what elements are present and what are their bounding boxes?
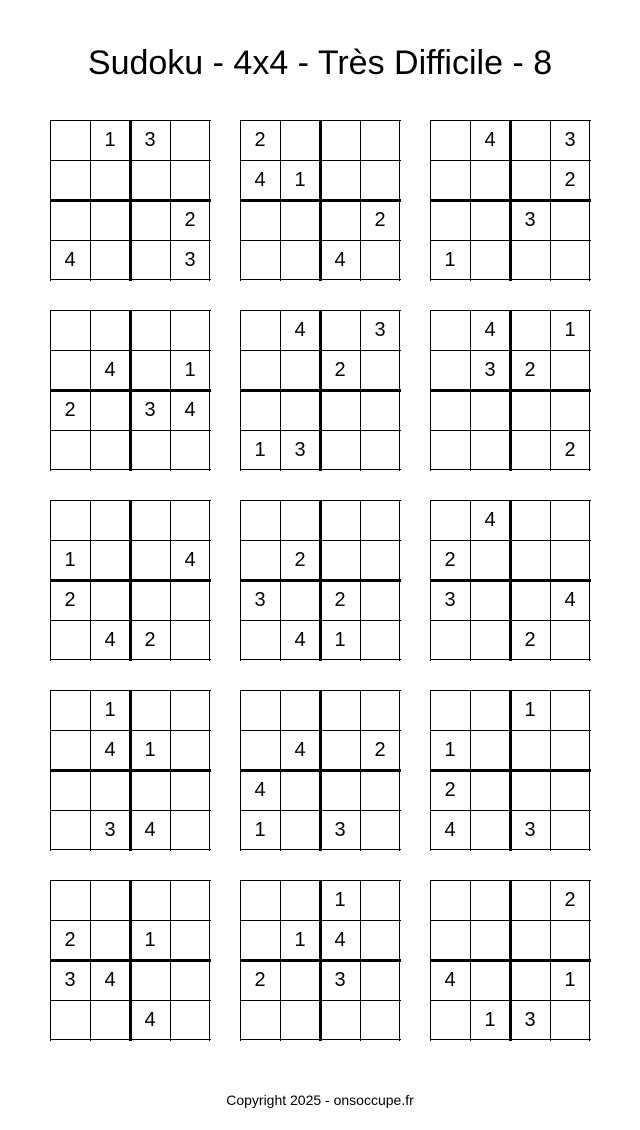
empty-cell xyxy=(470,580,510,620)
copyright-footer: Copyright 2025 - onsoccupe.fr xyxy=(226,1092,414,1108)
empty-cell xyxy=(320,770,360,810)
empty-cell xyxy=(510,310,550,350)
empty-cell xyxy=(50,350,90,390)
given-digit-cell: 3 xyxy=(334,819,346,841)
empty-cell xyxy=(550,240,590,280)
empty-cell xyxy=(430,880,470,920)
empty-cell xyxy=(360,430,400,470)
empty-cell xyxy=(470,810,510,850)
empty-cell xyxy=(470,390,510,430)
empty-cell xyxy=(170,810,210,850)
given-digit-cell: 4 xyxy=(184,399,196,421)
sudoku-grid xyxy=(430,500,590,660)
empty-cell xyxy=(320,120,360,160)
empty-cell xyxy=(470,730,510,770)
given-digit-cell: 3 xyxy=(294,439,306,461)
empty-cell xyxy=(90,540,130,580)
given-digit-cell: 2 xyxy=(64,399,76,421)
given-digit-cell: 1 xyxy=(444,739,456,761)
empty-cell xyxy=(360,690,400,730)
empty-cell xyxy=(510,160,550,200)
sudoku-grid xyxy=(240,120,400,280)
empty-cell xyxy=(280,1000,320,1040)
empty-cell xyxy=(470,920,510,960)
empty-cell xyxy=(130,310,170,350)
empty-cell xyxy=(430,390,470,430)
empty-cell xyxy=(240,730,280,770)
given-digit-cell: 1 xyxy=(294,169,306,191)
given-digit-cell: 2 xyxy=(444,779,456,801)
given-digit-cell: 2 xyxy=(564,169,576,191)
given-digit-cell: 3 xyxy=(524,209,536,231)
empty-cell xyxy=(240,920,280,960)
given-digit-cell: 2 xyxy=(564,439,576,461)
empty-cell xyxy=(510,390,550,430)
given-digit-cell: 3 xyxy=(184,249,196,271)
given-digit-cell: 1 xyxy=(184,359,196,381)
empty-cell xyxy=(510,540,550,580)
empty-cell xyxy=(550,690,590,730)
empty-cell xyxy=(240,350,280,390)
given-digit-cell: 1 xyxy=(294,929,306,951)
empty-cell xyxy=(510,500,550,540)
sudoku-grid xyxy=(50,880,210,1040)
empty-cell xyxy=(320,540,360,580)
empty-cell xyxy=(280,810,320,850)
given-digit-cell: 4 xyxy=(64,249,76,271)
given-digit-cell: 1 xyxy=(104,699,116,721)
empty-cell xyxy=(50,730,90,770)
empty-cell xyxy=(320,730,360,770)
empty-cell xyxy=(90,880,130,920)
empty-cell xyxy=(470,540,510,580)
given-digit-cell: 4 xyxy=(104,969,116,991)
sudoku-grid xyxy=(430,310,590,470)
given-digit-cell: 4 xyxy=(104,359,116,381)
empty-cell xyxy=(430,160,470,200)
empty-cell xyxy=(170,690,210,730)
empty-cell xyxy=(360,390,400,430)
empty-cell xyxy=(550,540,590,580)
empty-cell xyxy=(170,880,210,920)
empty-cell xyxy=(280,770,320,810)
empty-cell xyxy=(130,240,170,280)
given-digit-cell: 4 xyxy=(334,929,346,951)
empty-cell xyxy=(170,160,210,200)
given-digit-cell: 4 xyxy=(484,509,496,531)
given-digit-cell: 3 xyxy=(254,589,266,611)
empty-cell xyxy=(470,690,510,730)
given-digit-cell: 1 xyxy=(254,819,266,841)
empty-cell xyxy=(130,880,170,920)
empty-cell xyxy=(550,770,590,810)
empty-cell xyxy=(50,430,90,470)
given-digit-cell: 4 xyxy=(294,319,306,341)
empty-cell xyxy=(550,810,590,850)
empty-cell xyxy=(240,500,280,540)
given-digit-cell: 4 xyxy=(444,819,456,841)
empty-cell xyxy=(50,310,90,350)
given-digit-cell: 1 xyxy=(484,1009,496,1031)
empty-cell xyxy=(360,540,400,580)
empty-cell xyxy=(360,810,400,850)
empty-cell xyxy=(430,500,470,540)
given-digit-cell: 3 xyxy=(444,589,456,611)
empty-cell xyxy=(320,310,360,350)
empty-cell xyxy=(240,240,280,280)
empty-cell xyxy=(430,1000,470,1040)
empty-cell xyxy=(90,200,130,240)
empty-cell xyxy=(320,390,360,430)
empty-cell xyxy=(360,240,400,280)
given-digit-cell: 4 xyxy=(484,319,496,341)
empty-cell xyxy=(90,390,130,430)
empty-cell xyxy=(170,730,210,770)
given-digit-cell: 2 xyxy=(254,129,266,151)
sudoku-grid xyxy=(430,690,590,850)
empty-cell xyxy=(50,200,90,240)
empty-cell xyxy=(510,240,550,280)
empty-cell xyxy=(50,690,90,730)
given-digit-cell: 4 xyxy=(144,1009,156,1031)
given-digit-cell: 4 xyxy=(104,629,116,651)
given-digit-cell: 2 xyxy=(64,589,76,611)
empty-cell xyxy=(280,350,320,390)
sudoku-grid xyxy=(50,500,210,660)
given-digit-cell: 3 xyxy=(564,129,576,151)
empty-cell xyxy=(170,310,210,350)
given-digit-cell: 3 xyxy=(524,1009,536,1031)
empty-cell xyxy=(90,920,130,960)
given-digit-cell: 4 xyxy=(294,629,306,651)
given-digit-cell: 4 xyxy=(294,739,306,761)
given-digit-cell: 2 xyxy=(184,209,196,231)
empty-cell xyxy=(470,880,510,920)
empty-cell xyxy=(130,690,170,730)
empty-cell xyxy=(430,350,470,390)
given-digit-cell: 3 xyxy=(484,359,496,381)
empty-cell xyxy=(170,1000,210,1040)
empty-cell xyxy=(170,620,210,660)
empty-cell xyxy=(470,770,510,810)
empty-cell xyxy=(130,430,170,470)
given-digit-cell: 3 xyxy=(104,819,116,841)
sudoku-grid xyxy=(50,310,210,470)
empty-cell xyxy=(360,620,400,660)
empty-cell xyxy=(360,350,400,390)
sudoku-grid xyxy=(50,120,210,280)
given-digit-cell: 2 xyxy=(524,359,536,381)
given-digit-cell: 1 xyxy=(144,739,156,761)
empty-cell xyxy=(130,160,170,200)
empty-cell xyxy=(430,620,470,660)
empty-cell xyxy=(320,200,360,240)
given-digit-cell: 2 xyxy=(334,359,346,381)
given-digit-cell: 2 xyxy=(334,589,346,611)
empty-cell xyxy=(50,120,90,160)
given-digit-cell: 3 xyxy=(144,129,156,151)
empty-cell xyxy=(360,960,400,1000)
empty-cell xyxy=(50,880,90,920)
empty-cell xyxy=(240,200,280,240)
empty-cell xyxy=(170,770,210,810)
empty-cell xyxy=(360,580,400,620)
empty-cell xyxy=(50,810,90,850)
given-digit-cell: 4 xyxy=(444,969,456,991)
empty-cell xyxy=(550,200,590,240)
given-digit-cell: 2 xyxy=(444,549,456,571)
empty-cell xyxy=(90,770,130,810)
empty-cell xyxy=(360,920,400,960)
empty-cell xyxy=(470,620,510,660)
empty-cell xyxy=(280,960,320,1000)
empty-cell xyxy=(280,120,320,160)
empty-cell xyxy=(360,770,400,810)
page-title: Sudoku - 4x4 - Très Difficile - 8 xyxy=(87,44,553,82)
empty-cell xyxy=(320,160,360,200)
empty-cell xyxy=(170,580,210,620)
given-digit-cell: 4 xyxy=(104,739,116,761)
given-digit-cell: 4 xyxy=(254,779,266,801)
empty-cell xyxy=(510,960,550,1000)
empty-cell xyxy=(280,240,320,280)
empty-cell xyxy=(510,730,550,770)
given-digit-cell: 1 xyxy=(564,319,576,341)
empty-cell xyxy=(240,1000,280,1040)
given-digit-cell: 1 xyxy=(144,929,156,951)
empty-cell xyxy=(130,500,170,540)
empty-cell xyxy=(130,770,170,810)
empty-cell xyxy=(360,120,400,160)
empty-cell xyxy=(280,200,320,240)
empty-cell xyxy=(240,620,280,660)
sudoku-grid xyxy=(50,690,210,850)
empty-cell xyxy=(280,580,320,620)
given-digit-cell: 1 xyxy=(104,129,116,151)
empty-cell xyxy=(470,960,510,1000)
empty-cell xyxy=(50,770,90,810)
empty-cell xyxy=(550,390,590,430)
given-digit-cell: 2 xyxy=(524,629,536,651)
sudoku-grid xyxy=(240,690,400,850)
empty-cell xyxy=(550,920,590,960)
empty-cell xyxy=(170,500,210,540)
empty-cell xyxy=(510,880,550,920)
sudoku-grid xyxy=(240,310,400,470)
empty-cell xyxy=(280,390,320,430)
empty-cell xyxy=(240,880,280,920)
empty-cell xyxy=(430,120,470,160)
empty-cell xyxy=(130,350,170,390)
empty-cell xyxy=(50,1000,90,1040)
given-digit-cell: 4 xyxy=(564,589,576,611)
given-digit-cell: 2 xyxy=(374,209,386,231)
given-digit-cell: 1 xyxy=(334,889,346,911)
empty-cell xyxy=(90,580,130,620)
empty-cell xyxy=(320,430,360,470)
empty-cell xyxy=(360,500,400,540)
empty-cell xyxy=(240,690,280,730)
empty-cell xyxy=(90,240,130,280)
empty-cell xyxy=(90,310,130,350)
given-digit-cell: 1 xyxy=(524,699,536,721)
empty-cell xyxy=(550,1000,590,1040)
empty-cell xyxy=(430,310,470,350)
empty-cell xyxy=(130,580,170,620)
empty-cell xyxy=(550,350,590,390)
given-digit-cell: 2 xyxy=(144,629,156,651)
empty-cell xyxy=(430,690,470,730)
empty-cell xyxy=(550,730,590,770)
empty-cell xyxy=(470,160,510,200)
empty-cell xyxy=(320,500,360,540)
empty-cell xyxy=(90,430,130,470)
empty-cell xyxy=(130,960,170,1000)
sudoku-grid xyxy=(240,500,400,660)
given-digit-cell: 1 xyxy=(334,629,346,651)
given-digit-cell: 4 xyxy=(254,169,266,191)
given-digit-cell: 1 xyxy=(444,249,456,271)
empty-cell xyxy=(280,690,320,730)
given-digit-cell: 2 xyxy=(294,549,306,571)
given-digit-cell: 4 xyxy=(484,129,496,151)
empty-cell xyxy=(240,310,280,350)
empty-cell xyxy=(240,390,280,430)
given-digit-cell: 1 xyxy=(64,549,76,571)
empty-cell xyxy=(470,200,510,240)
empty-cell xyxy=(90,1000,130,1040)
given-digit-cell: 3 xyxy=(334,969,346,991)
empty-cell xyxy=(430,200,470,240)
empty-cell xyxy=(510,920,550,960)
empty-cell xyxy=(280,500,320,540)
empty-cell xyxy=(510,430,550,470)
sudoku-grid xyxy=(430,880,590,1040)
given-digit-cell: 1 xyxy=(564,969,576,991)
empty-cell xyxy=(470,240,510,280)
empty-cell xyxy=(510,770,550,810)
empty-cell xyxy=(320,690,360,730)
given-digit-cell: 4 xyxy=(184,549,196,571)
empty-cell xyxy=(170,120,210,160)
empty-cell xyxy=(170,430,210,470)
empty-cell xyxy=(170,920,210,960)
empty-cell xyxy=(360,1000,400,1040)
empty-cell xyxy=(50,620,90,660)
empty-cell xyxy=(90,500,130,540)
empty-cell xyxy=(50,500,90,540)
empty-cell xyxy=(170,960,210,1000)
empty-cell xyxy=(360,880,400,920)
empty-cell xyxy=(470,430,510,470)
given-digit-cell: 4 xyxy=(334,249,346,271)
empty-cell xyxy=(550,500,590,540)
empty-cell xyxy=(430,430,470,470)
empty-cell xyxy=(130,540,170,580)
given-digit-cell: 3 xyxy=(524,819,536,841)
empty-cell xyxy=(360,160,400,200)
empty-cell xyxy=(320,1000,360,1040)
empty-cell xyxy=(90,160,130,200)
sudoku-grid xyxy=(430,120,590,280)
empty-cell xyxy=(280,880,320,920)
given-digit-cell: 2 xyxy=(254,969,266,991)
sudoku-grid xyxy=(240,880,400,1040)
given-digit-cell: 4 xyxy=(144,819,156,841)
given-digit-cell: 3 xyxy=(144,399,156,421)
given-digit-cell: 2 xyxy=(564,889,576,911)
given-digit-cell: 3 xyxy=(64,969,76,991)
given-digit-cell: 3 xyxy=(374,319,386,341)
empty-cell xyxy=(550,620,590,660)
empty-cell xyxy=(510,120,550,160)
empty-cell xyxy=(510,580,550,620)
given-digit-cell: 2 xyxy=(374,739,386,761)
empty-cell xyxy=(240,540,280,580)
empty-cell xyxy=(430,920,470,960)
empty-cell xyxy=(50,160,90,200)
given-digit-cell: 2 xyxy=(64,929,76,951)
empty-cell xyxy=(130,200,170,240)
given-digit-cell: 1 xyxy=(254,439,266,461)
